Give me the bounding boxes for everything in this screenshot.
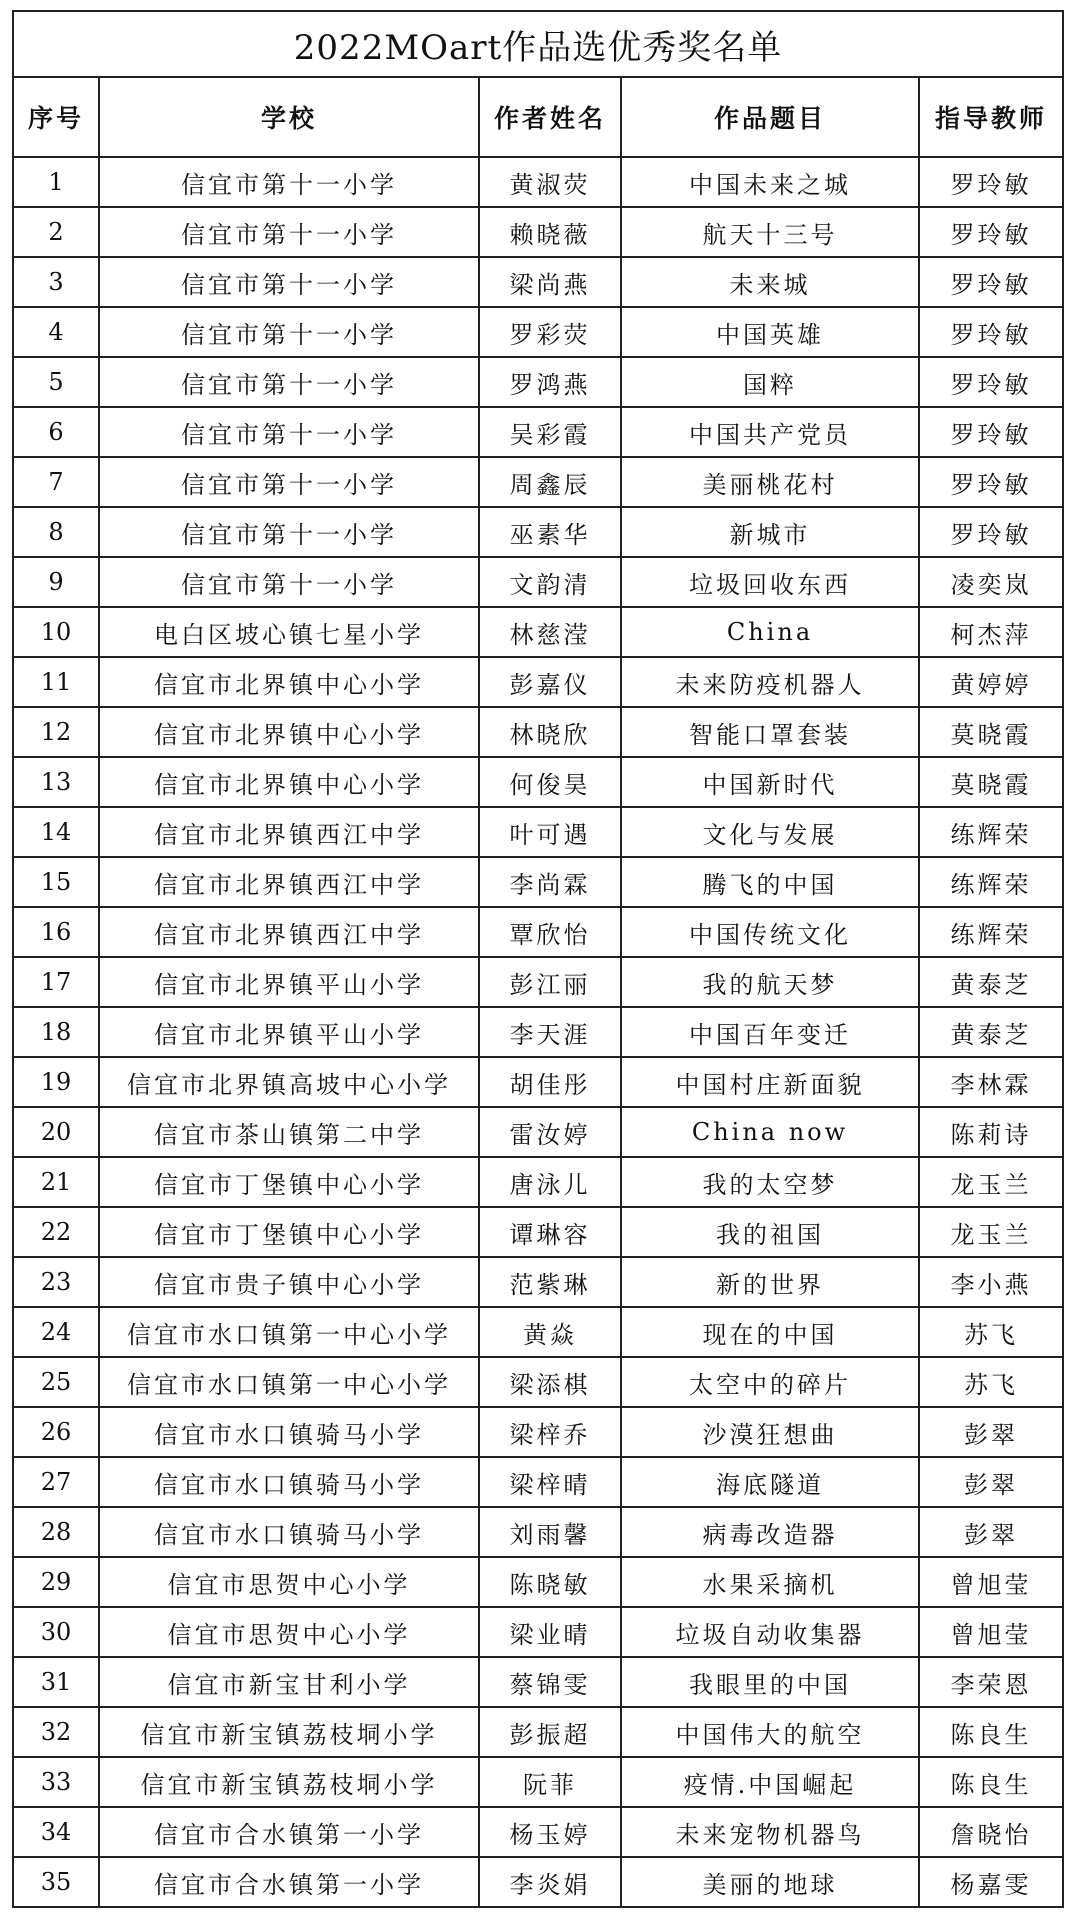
work-title-cell: 中国村庄新面貌 — [621, 1057, 919, 1107]
teacher-cell: 罗玲敏 — [919, 207, 1063, 257]
column-header-author: 作者姓名 — [479, 77, 621, 157]
row-index: 16 — [13, 907, 99, 957]
author-cell: 李天涯 — [479, 1007, 621, 1057]
table-row — [13, 1607, 1063, 1657]
school-cell: 信宜市第十一小学 — [99, 457, 479, 507]
table-row — [13, 207, 1063, 257]
author-cell: 罗彩荧 — [479, 307, 621, 357]
table-row — [13, 657, 1063, 707]
row-index: 27 — [13, 1457, 99, 1507]
row-index: 23 — [13, 1257, 99, 1307]
school-cell: 信宜市北界镇西江中学 — [99, 807, 479, 857]
row-index: 4 — [13, 307, 99, 357]
teacher-cell: 苏飞 — [919, 1357, 1063, 1407]
school-cell: 信宜市新宝镇荔枝垌小学 — [99, 1757, 479, 1807]
author-cell: 梁尚燕 — [479, 257, 621, 307]
teacher-cell: 罗玲敏 — [919, 157, 1063, 207]
teacher-cell: 罗玲敏 — [919, 357, 1063, 407]
school-cell: 信宜市水口镇第一中心小学 — [99, 1357, 479, 1407]
row-index: 29 — [13, 1557, 99, 1607]
table-row — [13, 157, 1063, 207]
work-title-cell: 疫情.中国崛起 — [621, 1757, 919, 1807]
table-row — [13, 407, 1063, 457]
table-row — [13, 1157, 1063, 1207]
work-title-cell: 美丽的地球 — [621, 1857, 919, 1907]
work-title-cell: 未来防疫机器人 — [621, 657, 919, 707]
row-index: 31 — [13, 1657, 99, 1707]
work-title-cell: 中国未来之城 — [621, 157, 919, 207]
row-index: 22 — [13, 1207, 99, 1257]
author-cell: 吴彩霞 — [479, 407, 621, 457]
teacher-cell: 杨嘉雯 — [919, 1857, 1063, 1907]
table-row — [13, 1407, 1063, 1457]
teacher-cell: 罗玲敏 — [919, 457, 1063, 507]
school-cell: 信宜市第十一小学 — [99, 207, 479, 257]
work-title-cell: 国粹 — [621, 357, 919, 407]
school-cell: 信宜市北界镇平山小学 — [99, 957, 479, 1007]
school-cell: 信宜市北界镇中心小学 — [99, 757, 479, 807]
school-cell: 信宜市茶山镇第二中学 — [99, 1107, 479, 1157]
school-cell: 信宜市丁堡镇中心小学 — [99, 1207, 479, 1257]
work-title-cell: 中国伟大的航空 — [621, 1707, 919, 1757]
row-index: 1 — [13, 157, 99, 207]
author-cell: 阮菲 — [479, 1757, 621, 1807]
author-cell: 彭江丽 — [479, 957, 621, 1007]
teacher-cell: 龙玉兰 — [919, 1157, 1063, 1207]
row-index: 10 — [13, 607, 99, 657]
row-index: 3 — [13, 257, 99, 307]
row-index: 26 — [13, 1407, 99, 1457]
author-cell: 黄焱 — [479, 1307, 621, 1357]
author-cell: 李炎娟 — [479, 1857, 621, 1907]
table-row — [13, 1557, 1063, 1607]
school-cell: 电白区坡心镇七星小学 — [99, 607, 479, 657]
award-list-document — [12, 10, 1062, 1908]
table-row — [13, 1307, 1063, 1357]
teacher-cell: 李林霖 — [919, 1057, 1063, 1107]
table-row — [13, 1007, 1063, 1057]
school-cell: 信宜市丁堡镇中心小学 — [99, 1157, 479, 1207]
work-title-cell: 我的太空梦 — [621, 1157, 919, 1207]
school-cell: 信宜市第十一小学 — [99, 507, 479, 557]
column-header-teacher: 指导教师 — [919, 77, 1063, 157]
work-title-cell: 中国新时代 — [621, 757, 919, 807]
teacher-cell: 陈良生 — [919, 1707, 1063, 1757]
table-row — [13, 707, 1063, 757]
teacher-cell: 彭翠 — [919, 1507, 1063, 1557]
table-row — [13, 907, 1063, 957]
work-title-cell: 新城市 — [621, 507, 919, 557]
author-cell: 周鑫辰 — [479, 457, 621, 507]
school-cell: 信宜市北界镇高坡中心小学 — [99, 1057, 479, 1107]
table-row — [13, 1207, 1063, 1257]
teacher-cell: 凌奕岚 — [919, 557, 1063, 607]
school-cell: 信宜市贵子镇中心小学 — [99, 1257, 479, 1307]
work-title-cell: 中国传统文化 — [621, 907, 919, 957]
school-cell: 信宜市思贺中心小学 — [99, 1607, 479, 1657]
table-row — [13, 957, 1063, 1007]
table-row — [13, 357, 1063, 407]
author-cell: 范紫琳 — [479, 1257, 621, 1307]
school-cell: 信宜市水口镇骑马小学 — [99, 1457, 479, 1507]
table-row — [13, 1657, 1063, 1707]
author-cell: 林慈滢 — [479, 607, 621, 657]
work-title-cell: 美丽桃花村 — [621, 457, 919, 507]
page-title: 2022MOart作品选优秀奖名单 — [13, 11, 1063, 77]
table-row — [13, 507, 1063, 557]
column-header-work-title: 作品题目 — [621, 77, 919, 157]
school-cell: 信宜市水口镇第一中心小学 — [99, 1307, 479, 1357]
row-index: 20 — [13, 1107, 99, 1157]
school-cell: 信宜市合水镇第一小学 — [99, 1857, 479, 1907]
teacher-cell: 莫晓霞 — [919, 757, 1063, 807]
table-row — [13, 857, 1063, 907]
school-cell: 信宜市北界镇西江中学 — [99, 907, 479, 957]
work-title-cell: 航天十三号 — [621, 207, 919, 257]
work-title-cell: China — [621, 607, 919, 657]
author-cell: 林晓欣 — [479, 707, 621, 757]
award-table — [12, 10, 1064, 1908]
row-index: 13 — [13, 757, 99, 807]
teacher-cell: 陈良生 — [919, 1757, 1063, 1807]
row-index: 25 — [13, 1357, 99, 1407]
author-cell: 叶可遇 — [479, 807, 621, 857]
row-index: 6 — [13, 407, 99, 457]
teacher-cell: 李荣恩 — [919, 1657, 1063, 1707]
column-header-index: 序号 — [13, 77, 99, 157]
teacher-cell: 李小燕 — [919, 1257, 1063, 1307]
work-title-cell: 太空中的碎片 — [621, 1357, 919, 1407]
work-title-cell: 新的世界 — [621, 1257, 919, 1307]
work-title-cell: 我眼里的中国 — [621, 1657, 919, 1707]
author-cell: 雷汝婷 — [479, 1107, 621, 1157]
table-row — [13, 1457, 1063, 1507]
table-row — [13, 1507, 1063, 1557]
school-cell: 信宜市北界镇平山小学 — [99, 1007, 479, 1057]
work-title-cell: 垃圾回收东西 — [621, 557, 919, 607]
school-cell: 信宜市第十一小学 — [99, 307, 479, 357]
table-row — [13, 557, 1063, 607]
school-cell: 信宜市第十一小学 — [99, 357, 479, 407]
teacher-cell: 罗玲敏 — [919, 407, 1063, 457]
teacher-cell: 黄泰芝 — [919, 957, 1063, 1007]
row-index: 5 — [13, 357, 99, 407]
work-title-cell: 文化与发展 — [621, 807, 919, 857]
teacher-cell: 曾旭莹 — [919, 1607, 1063, 1657]
work-title-cell: 中国百年变迁 — [621, 1007, 919, 1057]
row-index: 32 — [13, 1707, 99, 1757]
row-index: 8 — [13, 507, 99, 557]
author-cell: 梁业晴 — [479, 1607, 621, 1657]
author-cell: 唐泳儿 — [479, 1157, 621, 1207]
table-row — [13, 607, 1063, 657]
school-cell: 信宜市水口镇骑马小学 — [99, 1407, 479, 1457]
teacher-cell: 柯杰萍 — [919, 607, 1063, 657]
work-title-cell: 水果采摘机 — [621, 1557, 919, 1607]
table-row — [13, 1257, 1063, 1307]
work-title-cell: 未来城 — [621, 257, 919, 307]
school-cell: 信宜市第十一小学 — [99, 257, 479, 307]
table-row — [13, 1807, 1063, 1857]
school-cell: 信宜市北界镇中心小学 — [99, 707, 479, 757]
school-cell: 信宜市北界镇中心小学 — [99, 657, 479, 707]
teacher-cell: 罗玲敏 — [919, 257, 1063, 307]
row-index: 2 — [13, 207, 99, 257]
work-title-cell: 智能口罩套装 — [621, 707, 919, 757]
teacher-cell: 彭翠 — [919, 1407, 1063, 1457]
table-row — [13, 1357, 1063, 1407]
row-index: 9 — [13, 557, 99, 607]
school-cell: 信宜市第十一小学 — [99, 557, 479, 607]
row-index: 11 — [13, 657, 99, 707]
school-cell: 信宜市新宝甘利小学 — [99, 1657, 479, 1707]
work-title-cell: 我的航天梦 — [621, 957, 919, 1007]
table-row — [13, 1757, 1063, 1807]
table-body — [13, 157, 1063, 1907]
teacher-cell: 苏飞 — [919, 1307, 1063, 1357]
author-cell: 刘雨馨 — [479, 1507, 621, 1557]
author-cell: 彭振超 — [479, 1707, 621, 1757]
table-row — [13, 1707, 1063, 1757]
teacher-cell: 练辉荣 — [919, 807, 1063, 857]
teacher-cell: 黄婷婷 — [919, 657, 1063, 707]
row-index: 14 — [13, 807, 99, 857]
author-cell: 彭嘉仪 — [479, 657, 621, 707]
author-cell: 蔡锦雯 — [479, 1657, 621, 1707]
row-index: 15 — [13, 857, 99, 907]
work-title-cell: 现在的中国 — [621, 1307, 919, 1357]
author-cell: 胡佳彤 — [479, 1057, 621, 1107]
school-cell: 信宜市第十一小学 — [99, 157, 479, 207]
author-cell: 文韵清 — [479, 557, 621, 607]
work-title-cell: 我的祖国 — [621, 1207, 919, 1257]
header-row — [13, 77, 1063, 157]
teacher-cell: 曾旭莹 — [919, 1557, 1063, 1607]
work-title-cell: 沙漠狂想曲 — [621, 1407, 919, 1457]
teacher-cell: 罗玲敏 — [919, 507, 1063, 557]
teacher-cell: 彭翠 — [919, 1457, 1063, 1507]
school-cell: 信宜市第十一小学 — [99, 407, 479, 457]
work-title-cell: 中国共产党员 — [621, 407, 919, 457]
work-title-cell: China now — [621, 1107, 919, 1157]
author-cell: 梁添棋 — [479, 1357, 621, 1407]
school-cell: 信宜市合水镇第一小学 — [99, 1807, 479, 1857]
row-index: 33 — [13, 1757, 99, 1807]
teacher-cell: 龙玉兰 — [919, 1207, 1063, 1257]
table-row — [13, 1057, 1063, 1107]
table-row — [13, 1857, 1063, 1907]
school-cell: 信宜市新宝镇荔枝垌小学 — [99, 1707, 479, 1757]
table-row — [13, 757, 1063, 807]
school-cell: 信宜市北界镇西江中学 — [99, 857, 479, 907]
author-cell: 李尚霖 — [479, 857, 621, 907]
table-row — [13, 457, 1063, 507]
author-cell: 赖晓薇 — [479, 207, 621, 257]
author-cell: 黄淑荧 — [479, 157, 621, 207]
author-cell: 梁梓晴 — [479, 1457, 621, 1507]
author-cell: 罗鸿燕 — [479, 357, 621, 407]
work-title-cell: 垃圾自动收集器 — [621, 1607, 919, 1657]
author-cell: 杨玉婷 — [479, 1807, 621, 1857]
row-index: 35 — [13, 1857, 99, 1907]
teacher-cell: 罗玲敏 — [919, 307, 1063, 357]
author-cell: 梁梓乔 — [479, 1407, 621, 1457]
author-cell: 何俊昊 — [479, 757, 621, 807]
work-title-cell: 中国英雄 — [621, 307, 919, 357]
teacher-cell: 练辉荣 — [919, 907, 1063, 957]
author-cell: 陈晓敏 — [479, 1557, 621, 1607]
table-row — [13, 807, 1063, 857]
teacher-cell: 詹晓怡 — [919, 1807, 1063, 1857]
row-index: 28 — [13, 1507, 99, 1557]
work-title-cell: 未来宠物机器鸟 — [621, 1807, 919, 1857]
author-cell: 谭琳容 — [479, 1207, 621, 1257]
row-index: 34 — [13, 1807, 99, 1857]
row-index: 17 — [13, 957, 99, 1007]
author-cell: 覃欣怡 — [479, 907, 621, 957]
table-row — [13, 307, 1063, 357]
row-index: 19 — [13, 1057, 99, 1107]
work-title-cell: 病毒改造器 — [621, 1507, 919, 1557]
table-row — [13, 1107, 1063, 1157]
row-index: 7 — [13, 457, 99, 507]
row-index: 18 — [13, 1007, 99, 1057]
column-header-school: 学校 — [99, 77, 479, 157]
teacher-cell: 莫晓霞 — [919, 707, 1063, 757]
teacher-cell: 黄泰芝 — [919, 1007, 1063, 1057]
teacher-cell: 练辉荣 — [919, 857, 1063, 907]
school-cell: 信宜市水口镇骑马小学 — [99, 1507, 479, 1557]
teacher-cell: 陈莉诗 — [919, 1107, 1063, 1157]
work-title-cell: 海底隧道 — [621, 1457, 919, 1507]
row-index: 21 — [13, 1157, 99, 1207]
table-row — [13, 257, 1063, 307]
author-cell: 巫素华 — [479, 507, 621, 557]
row-index: 30 — [13, 1607, 99, 1657]
row-index: 24 — [13, 1307, 99, 1357]
work-title-cell: 腾飞的中国 — [621, 857, 919, 907]
school-cell: 信宜市思贺中心小学 — [99, 1557, 479, 1607]
row-index: 12 — [13, 707, 99, 757]
